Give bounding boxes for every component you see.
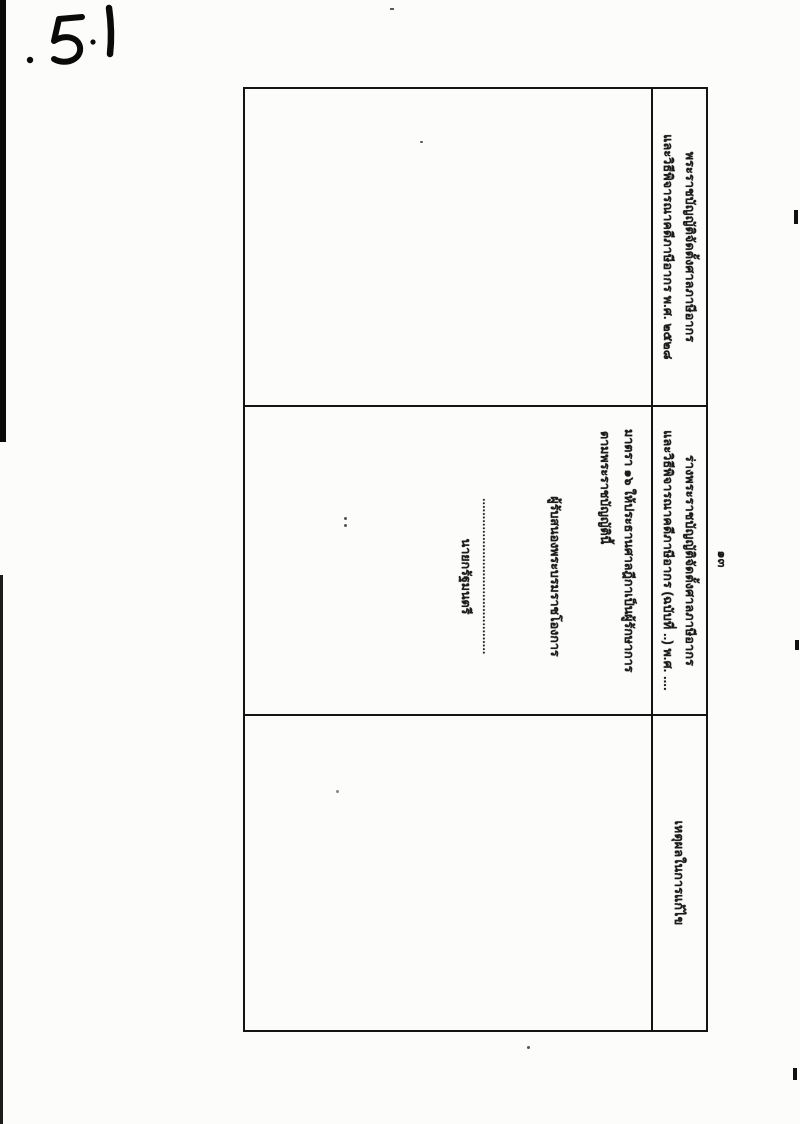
- body-cell-draft-act: [245, 407, 651, 716]
- draft-act-title-line2: และวิธีพิจารณาคดีภาษีอากร (ฉบับที่ ..) พ.ศ. ....: [661, 430, 676, 691]
- current-act-title-line1: พระราชบัญญัติจัดตั้งศาลภาษีอากร: [683, 151, 698, 343]
- scan-noise: [390, 8, 394, 10]
- scan-noise: [420, 141, 423, 143]
- header-cell-amendment-reason: [653, 716, 706, 1030]
- scan-noise: [527, 1046, 530, 1049]
- body-cell-amendment-reason: [245, 716, 651, 1030]
- body-cell-current-act: [245, 89, 651, 407]
- comparison-table: [243, 87, 708, 1032]
- amendment-reason-title: เหตุผลในการแก้ไข: [672, 820, 687, 926]
- scan-noise: [336, 790, 339, 793]
- draft-section-text-line1: มาตรา ๑๖ ให้ประธานศาลฎีกาเป็นผู้รักษาการ: [622, 429, 636, 673]
- draft-final-section: [454, 407, 651, 714]
- scan-edge-artifact-top: [0, 0, 6, 442]
- prime-minister-title: นายกรัฐมนตรี: [459, 538, 473, 615]
- countersign-label: ผู้รับสนองพระบรมราชโองการ: [548, 496, 562, 657]
- scan-edge-tick: [793, 1068, 797, 1080]
- handwritten-mark: [16, 2, 136, 74]
- table-header-row: [651, 89, 706, 1030]
- scan-edge-tick: [795, 640, 799, 650]
- draft-act-title-line1: ร่างพระราชบัญญัติจัดตั้งศาลภาษีอากร: [683, 454, 698, 667]
- draft-section-text-line2: ตามพระราชบัญญัตินี้: [598, 431, 612, 545]
- header-cell-current-act: [653, 89, 706, 407]
- signature-dotted-line: ............................................: [480, 498, 492, 655]
- page-number: ๑๓: [715, 550, 731, 568]
- current-act-title-line2: และวิธีพิจารณาคดีภาษีอากร พ.ศ. ๒๕๒๘: [661, 134, 676, 360]
- scan-noise: [344, 524, 347, 527]
- scan-edge-artifact-bottom: [0, 575, 3, 1124]
- comparison-table-grid: [243, 87, 708, 1032]
- scan-edge-tick: [794, 210, 798, 224]
- scan-noise: [344, 517, 347, 520]
- header-cell-draft-act: [653, 407, 706, 716]
- table-body-row: [245, 89, 651, 1030]
- countersignature-block: [454, 423, 567, 730]
